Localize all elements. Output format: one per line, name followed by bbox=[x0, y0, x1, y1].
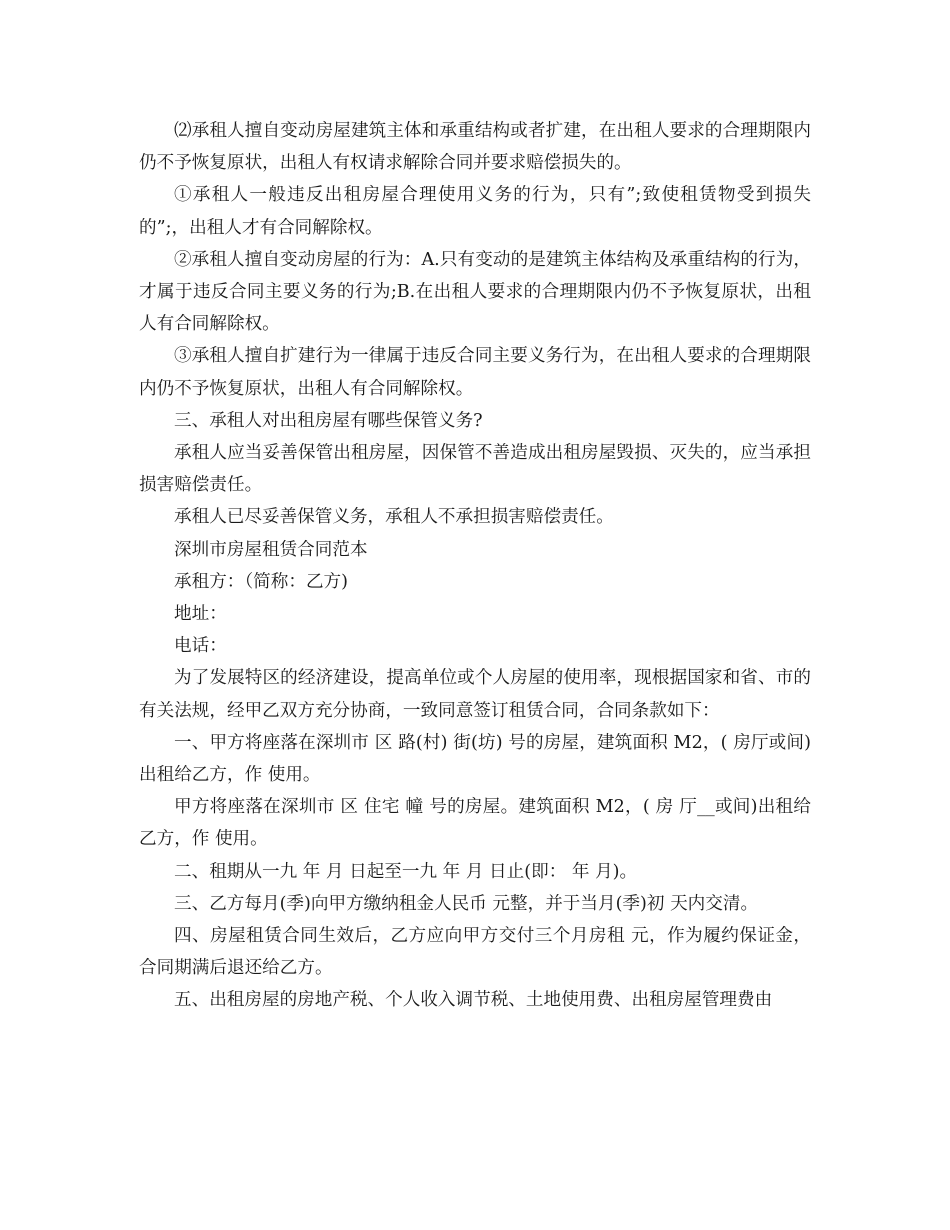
contract-clause-5: 五、出租房屋的房地产税、个人收入调节税、土地使用费、出租房屋管理费由 bbox=[174, 990, 773, 1011]
phone-line: 电话： bbox=[174, 636, 227, 657]
paragraph-note-3: ③承租人擅自扩建行为一律属于违反合同主要义务行为，在出租人要求的合理期限内仍不予恢复原状，出租人有合同解除权。 bbox=[139, 346, 811, 399]
paragraph-custody-exempt: 承租人已尽妥善保管义务，承租人不承担损害赔偿责任。 bbox=[174, 507, 614, 528]
contract-clause-4: 四、房屋租赁合同生效后，乙方应向甲方交付三个月房租 元，作为履约保证金，合同期满后退还给乙方。 bbox=[139, 926, 811, 979]
document-body bbox=[139, 115, 811, 1017]
section-heading-3: 三、承租人对出租房屋有哪些保管义务? bbox=[174, 410, 483, 431]
contract-clause-1-alt: 甲方将座落在深圳市 区 住宅 幢 号的房屋。建筑面积 M2，( 房 厅__或间)出租给乙方，作 使用。 bbox=[139, 797, 811, 850]
contract-title: 深圳市房屋租赁合同范本 bbox=[174, 539, 368, 560]
paragraph-custody-duty: 承租人应当妥善保管出租房屋，因保管不善造成出租房屋毁损、灭失的，应当承担损害赔偿责任。 bbox=[139, 443, 811, 496]
address-line: 地址： bbox=[174, 604, 227, 625]
contract-clause-2: 二、租期从一九 年 月 日起至一九 年 月 日止(即： 年 月)。 bbox=[174, 861, 638, 882]
paragraph-note-1: ①承租人一般违反出租房屋合理使用义务的行为，只有”;致使租赁物受到损失的”;，出租人才有合同解除权。 bbox=[139, 185, 811, 238]
paragraph-note-2: ②承租人擅自变动房屋的行为：A.只有变动的是建筑主体结构及承重结构的行为，才属于违反合同主要义务的行为;B.在出租人要求的合理期限内仍不予恢复原状，出租人有合同解除权。 bbox=[139, 249, 811, 335]
contract-clause-1: 一、甲方将座落在深圳市 区 路(村) 街(坊) 号的房屋，建筑面积 M2，( 房厅或间)出租给乙方，作 使用。 bbox=[139, 732, 811, 786]
contract-preamble: 为了发展特区的经济建设，提高单位或个人房屋的使用率，现根据国家和省、市的有关法规，经甲乙双方充分协商，一致同意签订租赁合同，合同条款如下： bbox=[139, 668, 811, 721]
lessee-line: 承租方：（简称：乙方) bbox=[174, 571, 349, 592]
contract-clause-3: 三、乙方每月(季)向甲方缴纳租金人民币 元整，并于当月(季)初 天内交清。 bbox=[174, 893, 759, 914]
paragraph-clause-2: ⑵承租人擅自变动房屋建筑主体和承重结构或者扩建，在出租人要求的合理期限内仍不予恢复原状，出租人有权请求解除合同并要求赔偿损失的。 bbox=[139, 121, 811, 174]
